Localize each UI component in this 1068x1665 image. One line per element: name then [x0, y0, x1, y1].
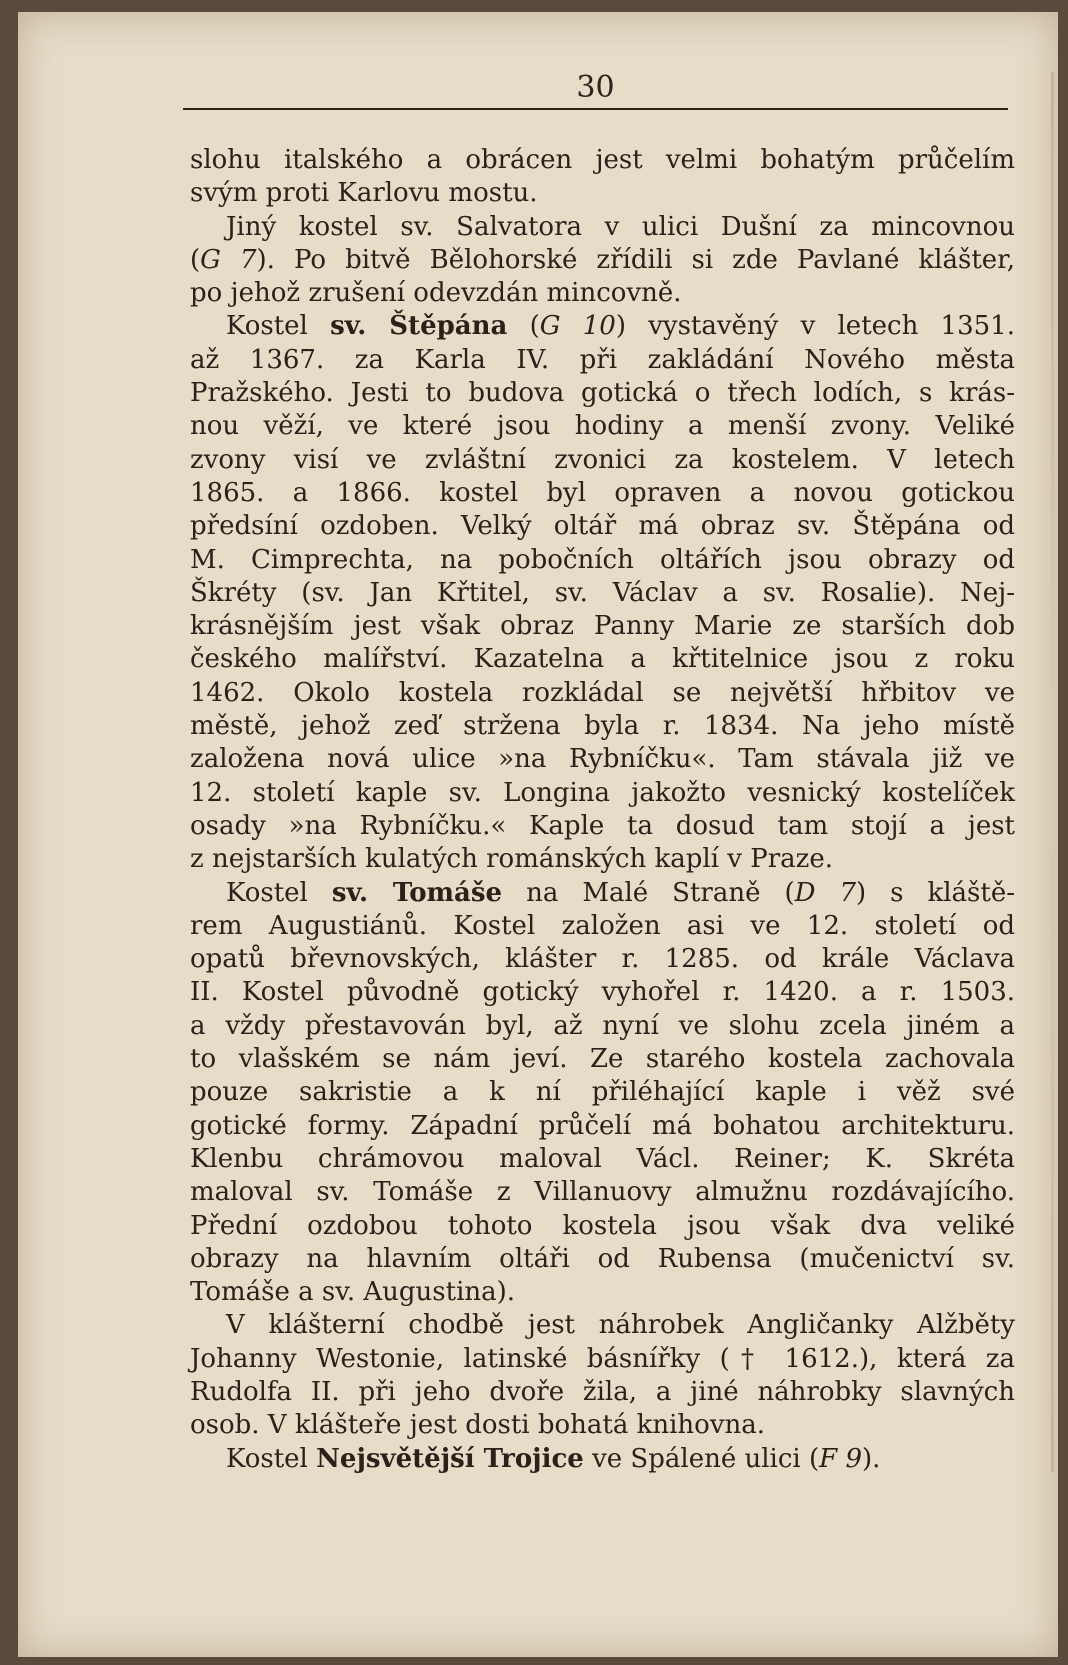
book-page: [18, 12, 1058, 1657]
text-run: Kostel: [226, 1443, 317, 1474]
text-run: na Malé Straně (: [502, 877, 795, 908]
text-run: obrazy na hlavním oltáři od Rubensa (mučenictví sv.: [190, 1243, 1015, 1274]
text-run: osob. V klášteře jest dosti bohatá knihovna.: [190, 1410, 766, 1441]
text-line: [190, 544, 1015, 577]
text-run: rem Augustiánů. Kostel založen asi ve 12. století od: [190, 910, 1015, 941]
text-run: opatů břevnovských, klášter r. 1285. od krále Václava: [190, 944, 1015, 975]
text-run: Jiný kostel sv. Salvatora v ulici Dušní za mincovnou: [226, 211, 1015, 242]
text-run: krásnějším jest však obraz Panny Marie ze starších dob: [190, 611, 1015, 642]
text-line: [190, 1309, 1015, 1342]
text-run: pouze sakristie a k ní přiléhající kaple i věž své: [190, 1077, 1015, 1108]
text-run: až 1367. za Karla IV. při zakládání Nového města: [190, 344, 1015, 375]
text-line: [190, 1343, 1015, 1376]
text-line: [190, 610, 1015, 643]
text-run: maloval sv. Tomáše z Villanuovy almužnu rozdávajícího.: [190, 1177, 1015, 1208]
text-line: [190, 410, 1015, 443]
text-run: českého malířství. Kazatelna a křtitelnice jsou z roku: [190, 644, 1015, 675]
page-edge-shadow: [1051, 72, 1054, 1472]
text-line: [190, 1210, 1015, 1243]
text-run: ).: [862, 1443, 881, 1474]
text-run: svým proti Karlovu mostu.: [190, 178, 538, 209]
text-run: Kostel: [226, 877, 332, 908]
text-line: [190, 643, 1015, 676]
text-run: 1865. a 1866. kostel byl opraven a novou gotickou: [190, 477, 1015, 508]
text-run: 1462. Okolo kostela rozkládal se největší hřbitov ve: [190, 677, 1015, 708]
text-run: předsíní ozdoben. Velký oltář má obraz sv. Štěpána od: [190, 511, 1015, 542]
text-run: městě, jehož zeď stržena byla r. 1834. Na jeho místě: [190, 711, 1015, 742]
text-line: [190, 843, 1015, 876]
church-name: sv. Tomáše: [331, 877, 503, 908]
text-run: ve Spálené ulici (: [583, 1443, 820, 1474]
text-line: [190, 743, 1015, 776]
text-run: 12. století kaple sv. Longina jakožto vesnický kostelíček: [190, 777, 1015, 808]
text-run: Kostel: [226, 311, 331, 342]
text-run: (: [190, 244, 201, 275]
text-line: [190, 1376, 1015, 1409]
text-line: [190, 976, 1015, 1009]
text-run: Klenbu chrámovou maloval Václ. Reiner; K. Skréta: [190, 1143, 1015, 1174]
text-line: [190, 444, 1015, 477]
text-run: po jehož zrušení odevzdán mincovně.: [190, 278, 682, 309]
page-header: [183, 60, 1008, 120]
text-line: [190, 1176, 1015, 1209]
church-name: sv. Štěpána: [330, 311, 508, 342]
text-line: [190, 344, 1015, 377]
text-run: Škréty (sv. Jan Křtitel, sv. Václav a sv. Rosalie). Nej-: [190, 577, 1015, 608]
text-line: [190, 510, 1015, 543]
text-run: Tomáše a sv. Augustina).: [190, 1277, 516, 1308]
text-line: [190, 244, 1015, 277]
text-run: nou věží, ve které jsou hodiny a menší zvony. Veliké: [190, 411, 1015, 442]
text-run: II. Kostel původně gotický vyhořel r. 1420. a r. 1503.: [190, 977, 1015, 1008]
text-line: [190, 277, 1015, 310]
text-line: [190, 943, 1015, 976]
text-run: osady »na Rybníčku.« Kaple ta dosud tam stojí a jest: [190, 810, 1015, 841]
text-run: zvony visí ve zvláštní zvonici za kostelem. V letech: [190, 444, 1015, 475]
text-run: založena nová ulice »na Rybníčku«. Tam stávala již ve: [190, 744, 1015, 775]
text-run: ) s kláště-: [856, 877, 1016, 908]
text-run: Přední ozdobou tohoto kostela jsou však dva veliké: [190, 1210, 1015, 1241]
text-line: [190, 1143, 1015, 1176]
text-run: to vlašském se nám jeví. Ze starého kostela zachovala: [190, 1044, 1015, 1075]
church-name: Nejsvětější Trojice: [316, 1443, 584, 1474]
text-line: [190, 877, 1015, 910]
text-line: [190, 1409, 1015, 1442]
text-run: gotické formy. Západní průčelí má bohatou architekturu.: [190, 1110, 1015, 1141]
text-line: [190, 810, 1015, 843]
text-line: [190, 1010, 1015, 1043]
text-line: [190, 211, 1015, 244]
text-run: ) vystavěný v letech 1351.: [615, 311, 1015, 342]
text-run: z nejstarších kulatých románských kaplí v Praze.: [190, 844, 833, 875]
body-text: [190, 144, 1015, 1476]
text-line: [190, 710, 1015, 743]
text-line: [190, 1243, 1015, 1276]
text-line: [190, 310, 1015, 343]
text-line: [190, 1110, 1015, 1143]
text-run: ). Po bitvě Bělohorské zřídili si zde Pavlané klášter,: [256, 244, 1016, 275]
map-reference: D 7: [794, 877, 856, 908]
map-reference: G 10: [539, 311, 616, 342]
text-run: (: [507, 311, 540, 342]
text-run: Johanny Westonie, latinské básnířky († 1612.), která za: [190, 1343, 1015, 1374]
text-run: slohu italského a obrácen jest velmi bohatým průčelím: [190, 145, 1015, 175]
text-run: Rudolfa II. při jeho dvoře žila, a jiné náhrobky slavných: [190, 1376, 1015, 1407]
text-line: [190, 677, 1015, 710]
text-line: [190, 477, 1015, 510]
text-line: [190, 1043, 1015, 1076]
text-line: [190, 1443, 1015, 1476]
text-run: V klášterní chodbě jest náhrobek Angličanky Alžběty: [226, 1310, 1015, 1341]
text-line: [190, 377, 1015, 410]
text-run: M. Cimprechta, na pobočních oltářích jsou obrazy od: [190, 544, 1015, 575]
text-line: [190, 177, 1015, 210]
text-line: [190, 1076, 1015, 1109]
map-reference: F 9: [819, 1443, 863, 1474]
text-line: [190, 144, 1015, 177]
page-number: 30: [576, 70, 615, 105]
text-run: Pražského. Jesti to budova gotická o třech lodích, s krás-: [190, 378, 1015, 409]
header-rule: [183, 108, 1008, 110]
text-line: [190, 777, 1015, 810]
map-reference: G 7: [200, 244, 257, 275]
text-line: [190, 577, 1015, 610]
text-line: [190, 1276, 1015, 1309]
text-line: [190, 910, 1015, 943]
text-run: a vždy přestavován byl, až nyní ve slohu zcela jiném a: [190, 1010, 1015, 1041]
